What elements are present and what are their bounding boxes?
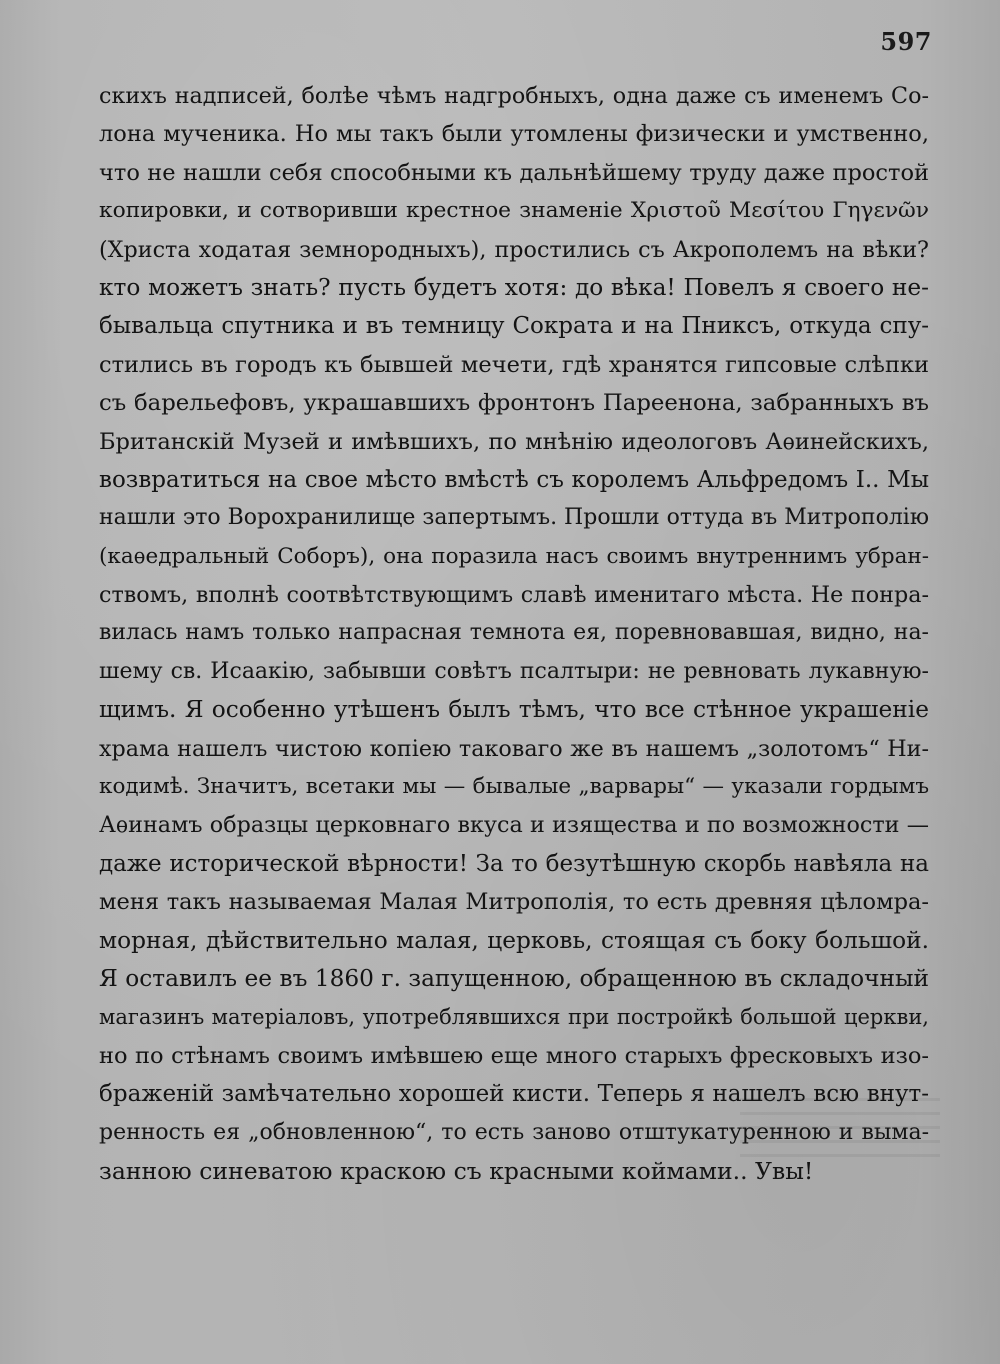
text-line: нашли это Ворохранилище запертымъ. Прошли оттуда въ Митрополію: [99, 505, 929, 531]
text-line: стились въ городъ къ бывшей мечети, гдѣ хранятся гипсовые слѣпки: [99, 351, 929, 378]
text-line: даже исторической вѣрности! За то безутѣшную скорбь навѣяла на: [99, 850, 929, 877]
text-line: вилась намъ только напрасная темнота ея, поревновавшая, видно, на-: [99, 620, 929, 646]
text-line: ствомъ, вполнѣ соотвѣтствующимъ славѣ именитаго мѣста. Не понра-: [99, 582, 929, 609]
text-line: (Христа ходатая земнородныхъ), простились съ Акрополемъ на вѣки?: [99, 236, 929, 263]
text-line: что не нашли себя способными къ дальнѣйшему труду даже простой: [99, 159, 929, 186]
page-number: 597: [880, 27, 932, 56]
text-line: Я оставилъ ее въ 1860 г. запущенною, обращенною въ складочный: [99, 964, 929, 992]
bleed-through-shadow: [740, 1098, 940, 1168]
text-line: браженій замѣчательно хорошей кисти. Теперь я нашелъ всю внут-: [99, 1081, 929, 1108]
text-line: занною синеватою краскою съ красными коймами.. Увы!: [99, 1156, 814, 1185]
text-line: копировки, и сотворивши крестное знаменіе Χριστοῦ Μεσίτου Γηγενῶν: [99, 198, 929, 224]
text-line: лона мученика. Но мы такъ были утомлены физически и умственно,: [99, 121, 929, 148]
text-line: магазинъ матеріаловъ, употреблявшихся при постройкѣ большой церкви,: [99, 1005, 929, 1030]
text-line: скихъ надписей, болѣе чѣмъ надгробныхъ, одна даже съ именемъ Со-: [99, 83, 929, 109]
text-line: съ барельефовъ, украшавшихъ фронтонъ Пареенона, забранныхъ въ: [99, 390, 929, 417]
text-line: щимъ. Я особенно утѣшенъ былъ тѣмъ, что все стѣнное украшеніе: [99, 696, 929, 724]
text-line: шему св. Исаакію, забывши совѣтъ псалтыри: не ревновать лукавную-: [99, 658, 929, 684]
text-line: храма нашелъ чистою копіею таковаго же въ нашемъ „золотомъ“ Ни-: [99, 735, 929, 762]
text-line: Британскій Музей и имѣвшихъ, по мнѣнію идеологовъ Аѳинейскихъ,: [99, 428, 929, 455]
text-line: (каѳедральный Соборъ), она поразила насъ своимъ внутреннимъ убран-: [99, 543, 929, 569]
text-line: меня такъ называемая Малая Митрополія, то есть древняя цѣломра-: [99, 889, 929, 916]
text-line: ренность ея „обновленною“, то есть заново отштукатуренною и выма-: [99, 1119, 929, 1145]
text-line: кодимѣ. Значитъ, всетаки мы — бывалые „варвары“ — указали гордымъ: [99, 774, 929, 800]
body-text: [99, 77, 929, 1190]
text-line: бывальца спутника и въ темницу Сократа и на Пниксъ, откуда спу-: [99, 313, 929, 340]
text-line: но по стѣнамъ своимъ имѣвшею еще много старыхъ фресковыхъ изо-: [99, 1042, 929, 1069]
text-line: возвратиться на свое мѣсто вмѣстѣ съ королемъ Альфредомъ I.. Мы: [99, 466, 929, 493]
text-line: морная, дѣйствительно малая, церковь, стоящая съ боку большой.: [99, 926, 929, 954]
text-line: кто можетъ знать? пусть будетъ хотя: до вѣка! Повелъ я своего не-: [99, 273, 929, 301]
text-line: Аѳинамъ образцы церковнаго вкуса и изящества и по возможности —: [99, 812, 929, 839]
